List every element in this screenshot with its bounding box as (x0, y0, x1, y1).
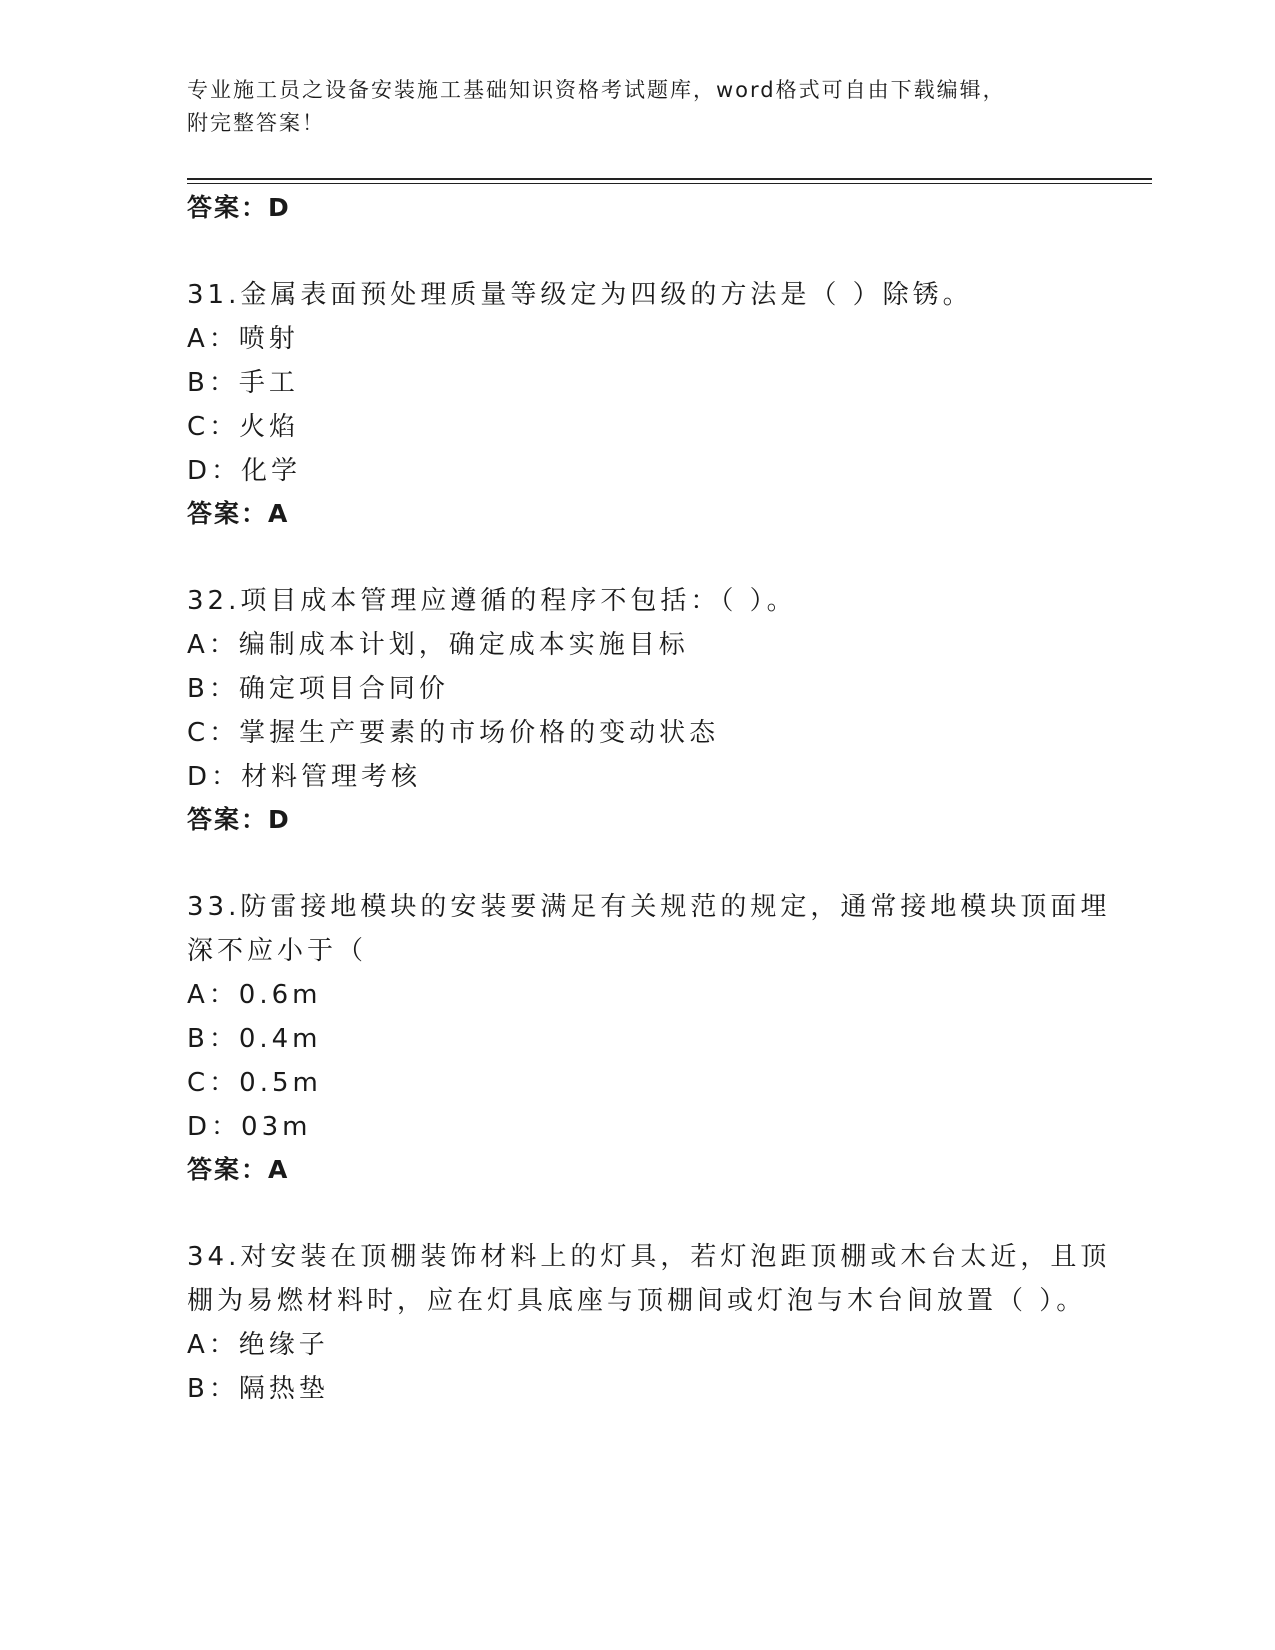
question-stem: 32.项目成本管理应遵循的程序不包括：（ ）。 (187, 586, 797, 616)
question-stem-continued: 深不应小于（ (187, 936, 368, 966)
header-line-1: 专业施工员之设备安装施工基础知识资格考试题库，word格式可自由下载编辑， (187, 78, 1006, 102)
option-b: B：隔热垫 (187, 1374, 329, 1404)
answer-line: 答案：A (187, 499, 290, 528)
question-stem: 31.金属表面预处理质量等级定为四级的方法是（ ）除锈。 (187, 280, 973, 310)
header-divider-thin (187, 183, 1152, 184)
option-a: A：编制成本计划，确定成本实施目标 (187, 630, 689, 660)
option-c: C：掌握生产要素的市场价格的变动状态 (187, 718, 720, 748)
option-b: B：0.4m (187, 1024, 322, 1054)
header-divider (187, 178, 1152, 180)
option-d: D：化学 (187, 456, 302, 486)
option-a: A：喷射 (187, 324, 299, 354)
question-stem: 33.防雷接地模块的安装要满足有关规范的规定，通常接地模块顶面埋 (187, 892, 1111, 922)
option-b: B：确定项目合同价 (187, 674, 449, 704)
option-d: D：03m (187, 1112, 312, 1142)
option-d: D：材料管理考核 (187, 762, 422, 792)
option-c: C：0.5m (187, 1068, 322, 1098)
option-a: A：0.6m (187, 980, 322, 1010)
question-stem: 34.对安装在顶棚装饰材料上的灯具，若灯泡距顶棚或木台太近，且顶 (187, 1242, 1111, 1272)
option-b: B：手工 (187, 368, 299, 398)
document-header (187, 74, 1067, 140)
question-stem-continued: 棚为易燃材料时，应在灯具底座与顶棚间或灯泡与木台间放置（ ）。 (187, 1286, 1087, 1316)
answer-line: 答案：D (187, 805, 291, 834)
header-line-2: 附完整答案！ (187, 111, 325, 135)
answer-line: 答案：A (187, 1155, 290, 1184)
answer-line: 答案：D (187, 193, 291, 222)
option-c: C：火焰 (187, 412, 300, 442)
option-a: A：绝缘子 (187, 1330, 329, 1360)
